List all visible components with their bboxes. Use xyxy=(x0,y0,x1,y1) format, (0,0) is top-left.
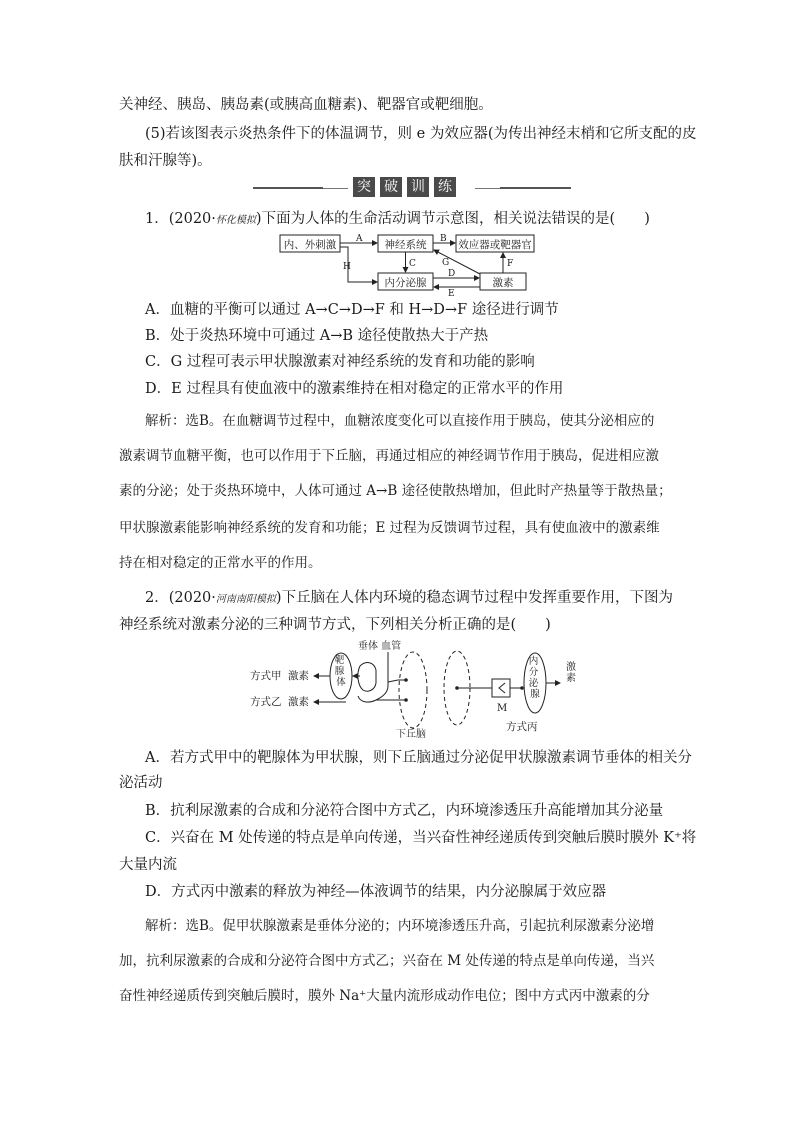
analysis-line: 解析：选B。促甲状腺激素是垂体分泌的；内环境渗透压升高，引起抗利尿激素分泌增 xyxy=(145,918,655,934)
option-b: B．处于炎热环境中可通过 A→B 途径使散热大于产热 xyxy=(145,328,489,344)
analysis-line: 加，抗利尿激素的合成和分泌符合图中方式乙；兴奋在 M 处传递的特点是单向传递，当兴 xyxy=(119,953,655,969)
analysis-line: 解析：选B。在血糖调节过程中，血糖浓度变化可以直接作用于胰岛，使其分泌相应的 xyxy=(145,413,655,429)
mode-a-label: 方式甲 xyxy=(250,670,282,682)
analysis-line: 持在相对稳定的正常水平的作用。 xyxy=(119,555,322,571)
neuron-a-link xyxy=(388,680,398,682)
hypothalamus-label: 下丘脑 xyxy=(396,729,426,740)
question-source: 怀化模拟 xyxy=(215,215,256,226)
option-c-cont: 大量内流 xyxy=(119,857,177,873)
banner-rule-left-thin xyxy=(323,188,348,189)
label-H: H xyxy=(343,262,351,272)
synapse-M xyxy=(492,679,510,697)
analysis-line: 甲状腺激素能影响神经系统的发育和功能；E 过程为反馈调节过程，具有使血液中的激素维 xyxy=(119,520,660,536)
box-endocrine-label: 内分泌腺 xyxy=(384,277,427,289)
text-line: (5)若该图表示炎热条件下的体温调节，则 e 为效应器(为传出神经末梢和它所支配的皮 xyxy=(145,126,697,142)
question-1-stem xyxy=(145,209,650,231)
mode-c-label: 方式丙 xyxy=(506,721,538,733)
neuron-c2-dot xyxy=(520,686,524,690)
hormone-label-b: 激素 xyxy=(288,696,309,708)
neuron-a-dot xyxy=(404,678,408,682)
option-c: C．兴奋在 M 处传递的特点是单向传递，当兴奋性神经递质传到突触后膜时膜外 K⁺将 xyxy=(145,830,697,846)
question-source: 河南南阳模拟 xyxy=(215,594,276,605)
hypothalamus-diagram xyxy=(248,638,588,740)
blood-vessel xyxy=(376,652,388,700)
pituitary-vessel-label: 垂体 血管 xyxy=(358,641,402,652)
target-gland-char: 腺 xyxy=(334,666,345,677)
question-2-stem xyxy=(145,588,673,610)
regulation-diagram xyxy=(276,233,566,297)
box-effector-label: 效应器或靶器官 xyxy=(458,239,532,251)
box-nervous-label: 神经系统 xyxy=(384,239,427,251)
box-hormone-label: 激素 xyxy=(492,277,514,289)
target-gland-label xyxy=(335,654,348,688)
banner-char: 突 xyxy=(353,177,375,197)
option-a-cont: 泌活动 xyxy=(119,775,163,791)
label-A: A xyxy=(356,234,363,244)
banner-title xyxy=(353,176,471,200)
neuron-b-curve xyxy=(358,696,376,702)
endocrine-gland-char: 分 xyxy=(528,667,539,678)
hormone-label-c xyxy=(566,660,579,684)
question-2-stem-line2: 神经系统对激素分泌的三种调节方式，下列相关分析正确的是( ) xyxy=(119,617,551,633)
endocrine-gland-char: 泌 xyxy=(528,678,539,689)
text-line: 关神经、胰岛、胰岛素(或胰高血糖素)、靶器官或靶细胞。 xyxy=(119,97,493,113)
box-stimulus-label: 内、外刺激 xyxy=(283,239,337,251)
question-number: 2．(2020· xyxy=(145,590,216,606)
question-number: 1．(2020· xyxy=(145,211,216,227)
banner-char: 训 xyxy=(407,177,429,197)
hormone-label-a: 激素 xyxy=(288,670,309,682)
option-d: D．E 过程具有使血液中的激素维持在相对稳定的正常水平的作用 xyxy=(145,381,564,397)
mode-b-label: 方式乙 xyxy=(250,696,282,708)
label-F: F xyxy=(507,259,514,269)
analysis-line: 素的分泌；处于炎热环境中，人体可通过 A→B 途径使散热增加，但此时产热量等于散热量； xyxy=(119,483,672,499)
hormone-c-char: 素 xyxy=(566,673,576,684)
label-E: E xyxy=(448,289,455,297)
option-a: A．若方式甲中的靶腺体为甲状腺，则下丘脑通过分泌促甲状腺激素调节垂体的相关分 xyxy=(145,750,692,766)
banner-rule-left xyxy=(253,187,323,189)
question-stem-text: )下丘脑在人体内环境的稳态调节过程中发挥重要作用，下图为 xyxy=(275,590,674,606)
question-stem-text: )下面为人体的生命活动调节示意图，相关说法错误的是( ) xyxy=(255,211,650,227)
banner-rule-right xyxy=(500,187,571,189)
label-G: G xyxy=(442,258,450,268)
banner-char: 练 xyxy=(434,177,456,197)
endocrine-gland-char: 内 xyxy=(528,656,539,667)
hormone-c-char: 激 xyxy=(566,662,576,673)
banner-rule-right-thin xyxy=(475,188,500,189)
target-gland-char: 体 xyxy=(336,677,346,688)
pituitary xyxy=(358,663,376,692)
option-c: C．G 过程可表示甲状腺激素对神经系统的发育和功能的影响 xyxy=(145,354,535,370)
option-b: B．抗利尿激素的合成和分泌符合图中方式乙，内环境渗透压升高能增加其分泌量 xyxy=(145,803,664,819)
banner-char: 破 xyxy=(380,177,402,197)
neuron-b-dot xyxy=(404,698,408,702)
text-line: 肤和汗腺等)。 xyxy=(119,153,212,169)
endocrine-gland-char: 腺 xyxy=(530,689,540,700)
arrow-G xyxy=(434,250,480,274)
endocrine-gland-label xyxy=(529,655,542,700)
label-D: D xyxy=(448,269,456,279)
hypothalamus-region xyxy=(399,652,427,728)
analysis-line: 奋性神经递质传到突触后膜时，膜外 Na⁺大量内流形成动作电位；图中方式丙中激素的分 xyxy=(119,988,650,1004)
label-C: C xyxy=(409,259,416,269)
section-banner xyxy=(253,176,571,200)
option-d: D．方式丙中激素的释放为神经—体液调节的结果，内分泌腺属于效应器 xyxy=(145,884,607,900)
label-M: M xyxy=(497,703,508,714)
label-B: B xyxy=(440,234,447,244)
analysis-line: 激素调节血糖平衡，也可以作用于下丘脑，再通过相应的神经调节作用于胰岛，促进相应激 xyxy=(119,448,659,464)
target-gland-char: 靶 xyxy=(334,655,345,666)
option-a: A．血糖的平衡可以通过 A→C→D→F 和 H→D→F 途径进行调节 xyxy=(145,302,559,318)
